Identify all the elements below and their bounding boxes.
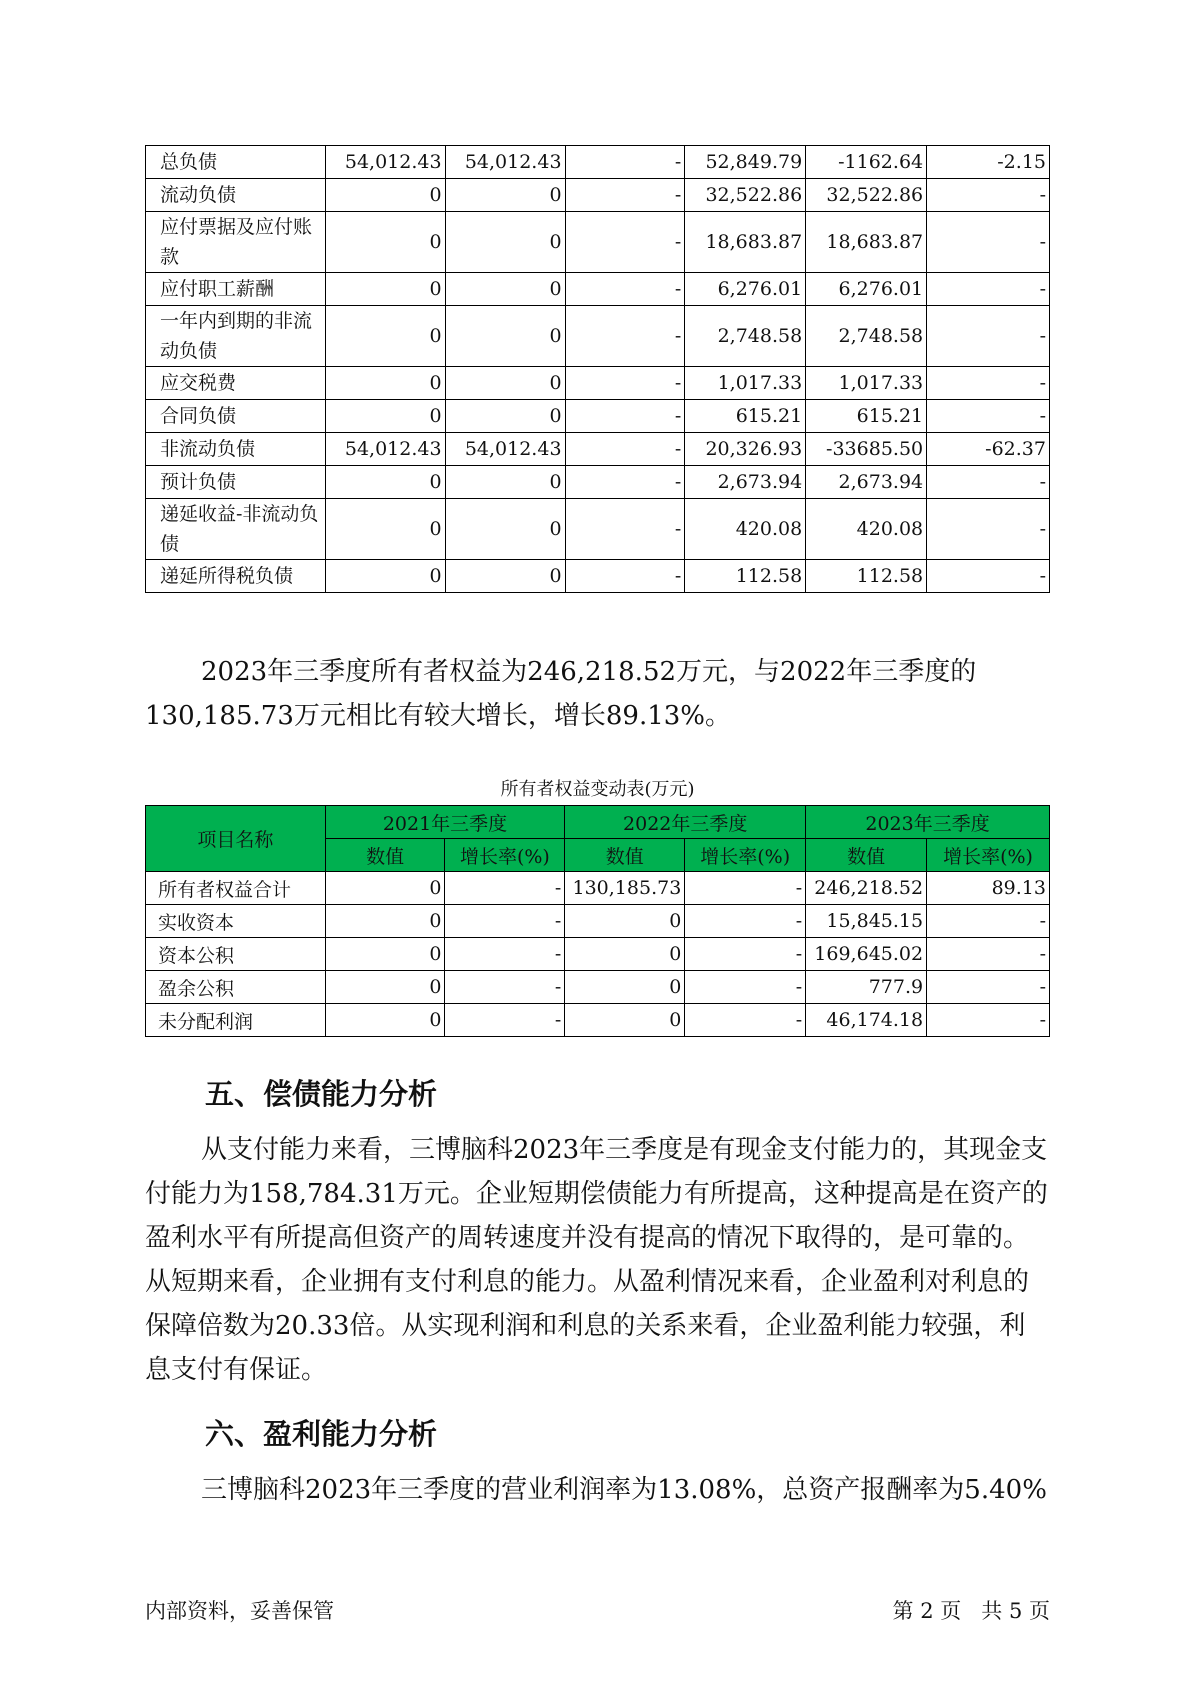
row-label: 递延收益-非流动负债	[146, 499, 326, 560]
table-row	[146, 273, 1050, 306]
cell-value: 0	[445, 400, 565, 433]
header-rate: 增长率(%)	[445, 839, 565, 872]
cell-value: -	[565, 306, 685, 367]
cell-value: 0	[565, 938, 685, 971]
section6-title: 六、盈利能力分析	[205, 1417, 438, 1451]
row-label: 一年内到期的非流动负债	[146, 306, 326, 367]
cell-value: 112.58	[685, 560, 806, 593]
cell-value: 0	[445, 179, 565, 212]
cell-value: 18,683.87	[685, 212, 806, 273]
cell-value: -	[927, 179, 1050, 212]
footer-left: 内部资料，妥善保管	[145, 1599, 334, 1623]
cell-value: 32,522.86	[806, 179, 927, 212]
cell-value: -	[565, 367, 685, 400]
table-row	[146, 433, 1050, 466]
cell-value: 246,218.52	[806, 872, 927, 905]
header-rate: 增长率(%)	[927, 839, 1050, 872]
cell-value: 1,017.33	[685, 367, 806, 400]
row-label: 盈余公积	[146, 971, 326, 1004]
cell-value: 15,845.15	[806, 905, 927, 938]
table-row	[146, 306, 1050, 367]
table-row	[146, 499, 1050, 560]
cell-value: 169,645.02	[806, 938, 927, 971]
cell-value: -	[927, 560, 1050, 593]
cell-value: 2,748.58	[806, 306, 927, 367]
cell-value: 0	[445, 273, 565, 306]
cell-value: -	[445, 905, 565, 938]
row-label: 流动负债	[146, 179, 326, 212]
row-label: 应交税费	[146, 367, 326, 400]
table-row	[146, 872, 1050, 905]
row-label: 应付票据及应付账款	[146, 212, 326, 273]
cell-value: -	[565, 179, 685, 212]
cell-value: 0	[325, 938, 445, 971]
cell-value: -	[685, 938, 806, 971]
cell-value: 615.21	[685, 400, 806, 433]
cell-value: -	[927, 905, 1050, 938]
cell-value: -	[565, 273, 685, 306]
cell-value: 2,748.58	[685, 306, 806, 367]
cell-value: -2.15	[927, 146, 1050, 179]
cell-value: 130,185.73	[565, 872, 685, 905]
cell-value: -	[565, 212, 685, 273]
cell-value: 54,012.43	[445, 146, 565, 179]
cell-value: 0	[325, 306, 445, 367]
cell-value: 0	[325, 367, 445, 400]
cell-value: -	[565, 400, 685, 433]
equity-table-caption: 所有者权益变动表(万元)	[500, 779, 695, 800]
cell-value: 20,326.93	[685, 433, 806, 466]
cell-value: -	[685, 1004, 806, 1037]
cell-value: 1,017.33	[806, 367, 927, 400]
table-row	[146, 367, 1050, 400]
cell-value: 2,673.94	[685, 466, 806, 499]
header-value: 数值	[565, 839, 685, 872]
header-item-name: 项目名称	[146, 806, 326, 872]
cell-value: 54,012.43	[325, 146, 445, 179]
row-label: 非流动负债	[146, 433, 326, 466]
liability-table	[145, 145, 1050, 593]
cell-value: 46,174.18	[806, 1004, 927, 1037]
header-period-2021: 2021年三季度	[325, 806, 565, 839]
cell-value: 0	[445, 212, 565, 273]
cell-value: -	[565, 466, 685, 499]
cell-value: 0	[325, 1004, 445, 1037]
row-label: 未分配利润	[146, 1004, 326, 1037]
cell-value: -62.37	[927, 433, 1050, 466]
cell-value: 0	[445, 306, 565, 367]
cell-value: 54,012.43	[445, 433, 565, 466]
table-row	[146, 466, 1050, 499]
cell-value: -	[445, 872, 565, 905]
cell-value: 6,276.01	[685, 273, 806, 306]
cell-value: 0	[565, 905, 685, 938]
cell-value: 0	[565, 1004, 685, 1037]
header-period-2023: 2023年三季度	[806, 806, 1050, 839]
table-row	[146, 179, 1050, 212]
cell-value: 0	[325, 466, 445, 499]
equity-paragraph: 2023年三季度所有者权益为246,218.52万元，与2022年三季度的130,185.73万元相比有较大增长，增长89.13%。	[145, 657, 977, 731]
cell-value: 54,012.43	[325, 433, 445, 466]
cell-value: 0	[445, 466, 565, 499]
header-value: 数值	[325, 839, 445, 872]
table-row	[146, 212, 1050, 273]
cell-value: -	[565, 433, 685, 466]
row-label: 应付职工薪酬	[146, 273, 326, 306]
cell-value: 112.58	[806, 560, 927, 593]
row-label: 合同负债	[146, 400, 326, 433]
section6-paragraph: 三博脑科2023年三季度的营业利润率为13.08%，总资产报酬率为5.40%	[201, 1475, 1047, 1505]
cell-value: 0	[325, 400, 445, 433]
cell-value: -	[927, 1004, 1050, 1037]
cell-value: -	[445, 1004, 565, 1037]
row-label: 总负债	[146, 146, 326, 179]
cell-value: 89.13	[927, 872, 1050, 905]
cell-value: -	[927, 466, 1050, 499]
cell-value: 0	[325, 273, 445, 306]
cell-value: 0	[445, 560, 565, 593]
table-row	[146, 146, 1050, 179]
cell-value: -	[927, 306, 1050, 367]
cell-value: 32,522.86	[685, 179, 806, 212]
cell-value: 0	[325, 872, 445, 905]
cell-value: 0	[325, 905, 445, 938]
cell-value: 0	[325, 212, 445, 273]
cell-value: 420.08	[806, 499, 927, 560]
row-label: 实收资本	[146, 905, 326, 938]
cell-value: -	[927, 273, 1050, 306]
cell-value: -	[927, 971, 1050, 1004]
cell-value: 2,673.94	[806, 466, 927, 499]
table-row	[146, 938, 1050, 971]
cell-value: 0	[445, 367, 565, 400]
cell-value: 777.9	[806, 971, 927, 1004]
cell-value: -	[565, 560, 685, 593]
cell-value: -	[927, 212, 1050, 273]
cell-value: -	[927, 938, 1050, 971]
cell-value: -	[927, 400, 1050, 433]
table-row	[146, 560, 1050, 593]
cell-value: 0	[565, 971, 685, 1004]
cell-value: -	[685, 905, 806, 938]
row-label: 所有者权益合计	[146, 872, 326, 905]
cell-value: 420.08	[685, 499, 806, 560]
header-rate: 增长率(%)	[685, 839, 806, 872]
footer-page-number: 第 2 页 共 5 页	[892, 1599, 1050, 1623]
row-label: 预计负债	[146, 466, 326, 499]
cell-value: 0	[445, 499, 565, 560]
cell-value: -	[565, 146, 685, 179]
table-row	[146, 971, 1050, 1004]
cell-value: -	[445, 971, 565, 1004]
cell-value: 52,849.79	[685, 146, 806, 179]
cell-value: 0	[325, 499, 445, 560]
cell-value: 0	[325, 179, 445, 212]
table-row	[146, 400, 1050, 433]
section5-title: 五、偿债能力分析	[205, 1077, 438, 1111]
row-label: 递延所得税负债	[146, 560, 326, 593]
cell-value: -	[685, 971, 806, 1004]
cell-value: 18,683.87	[806, 212, 927, 273]
cell-value: -	[565, 499, 685, 560]
cell-value: -33685.50	[806, 433, 927, 466]
cell-value: -	[927, 499, 1050, 560]
header-value: 数值	[806, 839, 927, 872]
row-label: 资本公积	[146, 938, 326, 971]
cell-value: 6,276.01	[806, 273, 927, 306]
cell-value: 615.21	[806, 400, 927, 433]
equity-table	[145, 805, 1050, 1037]
cell-value: 0	[325, 971, 445, 1004]
cell-value: -1162.64	[806, 146, 927, 179]
section5-paragraph: 从支付能力来看，三博脑科2023年三季度是有现金支付能力的，其现金支付能力为158,784.31万元。企业短期偿债能力有所提高，这种提高是在资产的盈利水平有所提高但资产的周转速度并没有提高的情况下取得的，是可靠的。从短期来看，企业拥有支付利息的能力。从盈利情况来看，企业盈利对利息的保障倍数为20.33倍。从实现利润和利息的关系来看，企业盈利能力较强，利息支付有保证。	[145, 1135, 1048, 1385]
table-row	[146, 1004, 1050, 1037]
cell-value: -	[445, 938, 565, 971]
cell-value: -	[927, 367, 1050, 400]
cell-value: -	[685, 872, 806, 905]
header-period-2022: 2022年三季度	[565, 806, 806, 839]
cell-value: 0	[325, 560, 445, 593]
table-row	[146, 905, 1050, 938]
